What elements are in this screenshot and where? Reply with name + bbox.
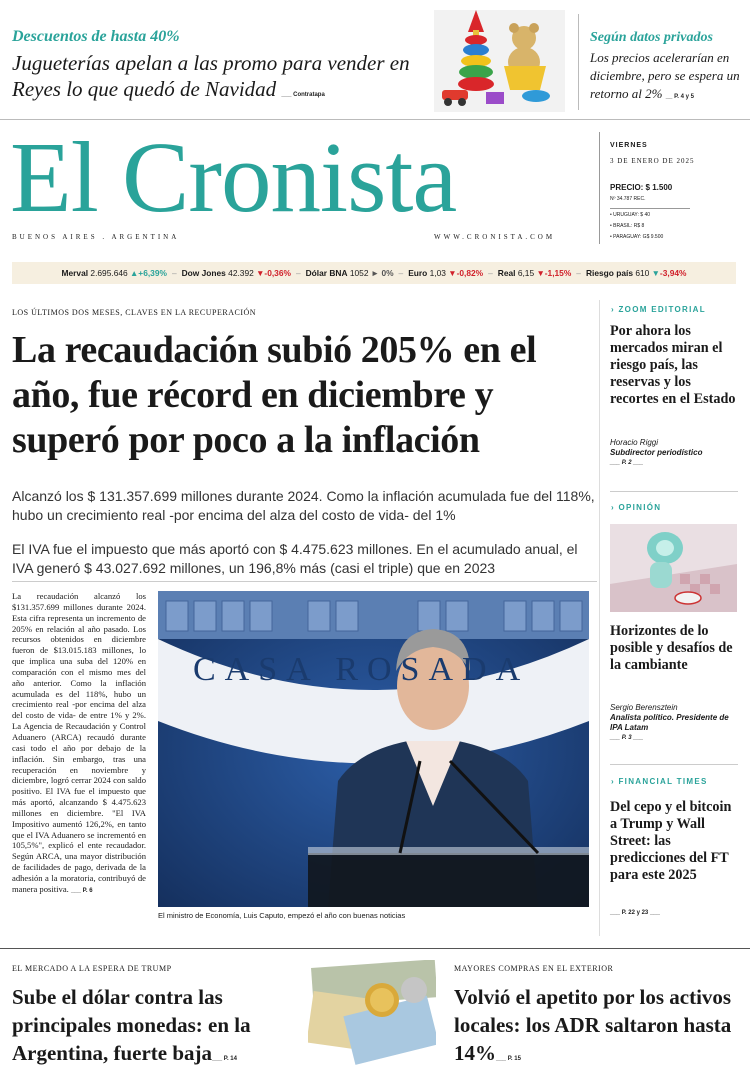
dollar-story-headline-text: Sube el dólar contra las principales monedas: en la Argentina, fuerte baja (12, 985, 251, 1065)
arrow-down-icon: ▼ (536, 268, 545, 278)
market-ticker (12, 262, 736, 284)
toys-teaser-headline[interactable]: Jugueterías apelan a las promo para vender en Reyes lo que quedó de Navidad ___ Contratapa (12, 51, 410, 101)
ticker-name: Euro (408, 268, 428, 278)
price-uruguay: • URUGUAY: $ 40 (610, 212, 651, 218)
arrow-down-icon: ▼ (256, 268, 265, 278)
financial-times-headline[interactable]: Del cepo y el bitcoin a Trump y Wall Street: las predicciones del FT para este 2025 (610, 799, 732, 883)
ticker-change: -0,36% (264, 268, 291, 278)
opinion-byline: Sergio Berensztein Analista político. Presidente de IPA Latam ___ P. 3 ___ (610, 703, 742, 743)
zoom-editorial-role: Subdirector periodístico (610, 448, 703, 457)
toys-photo (434, 10, 565, 112)
zoom-editorial-label: › ZOOM EDITORIAL (611, 305, 706, 314)
ticker-riesgo-pais (586, 268, 687, 278)
prices-teaser-text-body: Los precios acelerarían en diciembre, pero se espera un retorno al 2% (590, 50, 740, 101)
main-story-deck-2: El IVA fue el impuesto que más aportó con $ 4.475.623 millones. En el acumulado anual, el IVA generó $ 43.027.692 millones, un 196,8% más (casi el triple) que en 2023 (12, 541, 578, 576)
caputo-photo (158, 591, 589, 907)
zoom-editorial-headline[interactable]: Por ahora los mercados miran el riesgo país, las reservas y los recortes en el Estado (610, 323, 736, 407)
ticker-separator: – (295, 268, 301, 278)
dollar-story-page-ref: P. 14 (223, 1056, 237, 1062)
ticker-separator: – (171, 268, 177, 278)
ticker-value: 1,03 (429, 268, 446, 278)
toys-teaser-page-ref: Contratapa (293, 92, 325, 98)
ticker-dolar-bna (306, 268, 394, 278)
prices-teaser-kicker: Según datos privados (590, 30, 713, 45)
toys-teaser-headline-text: Jugueterías apelan a las promo para vender en Reyes lo que quedó de Navidad (12, 51, 410, 101)
price-rule (610, 208, 690, 209)
ticker-euro (408, 268, 483, 278)
photo-sign-text: CASA ROSADA (193, 651, 530, 688)
masthead-logo[interactable]: El Cronista (10, 121, 457, 233)
ticker-separator: – (488, 268, 493, 278)
financial-times-label: › FINANCIAL TIMES (611, 777, 708, 786)
financial-times-page-ref-text: P. 22 y 23 (621, 910, 649, 916)
ticker-name: Merval (61, 268, 89, 278)
edition-date: 3 DE ENERO DE 2025 (610, 157, 695, 165)
ticker-change: +6,39% (138, 268, 167, 278)
opinion-page-ref: P. 3 (621, 735, 632, 741)
toys-teaser-kicker: Descuentos de hasta 40% (12, 28, 180, 45)
financial-times-label-text: FINANCIAL TIMES (618, 777, 708, 786)
zoom-editorial-byline: Horacio Riggi Subdirector periodístico ___ P. 2 ___ (610, 438, 740, 468)
main-story-kicker: LOS ÚLTIMOS DOS MESES, CLAVES EN LA RECUPERACIÓN (12, 308, 257, 317)
arrow-down-icon: ▼ (651, 268, 660, 278)
opinion-photo (610, 524, 737, 612)
edition-price: PRECIO: $ 1.500 (610, 183, 673, 192)
opinion-author: Sergio Berensztein (610, 703, 678, 712)
bottom-rule (0, 948, 750, 949)
ticker-value: 2.695.646 (90, 268, 128, 278)
adr-story-headline[interactable]: Volvió el apetito por los activos locales: los ADR saltaron hasta 14%___ P. 15 (454, 985, 732, 1065)
edition-day: VIERNES (610, 142, 648, 149)
price-brasil: • BRASIL: R$ 8 (610, 223, 645, 229)
main-story-deck-1: Alcanzó los $ 131.357.699 millones durante 2024. Como la inflación acumulada fue del 118%, hubo un crecimiento real -por encima del alza del costo de vida- del 1% (12, 488, 595, 523)
teaser-divider (578, 14, 579, 110)
ticker-value: 6,15 (517, 268, 535, 278)
ticker-separator: – (398, 268, 404, 278)
opinion-label: › OPINIÓN (611, 503, 662, 512)
main-story-body-text: La recaudación alcanzó los $131.357.699 millones durante 2024. Esta cifra representa un incremento de 205% en relación al año pasado. Los recursos obtenidos en diciembre fueron de $13.015.183 millones, lo que implica una suba del 120% en comparación con el mismo mes del año anterior. Como la inflación acumulada es del 118%, hubo un crecimiento real -por encima del alza del costo de vida- de entre 1% y 2%. La Agencia de Recaudación y Control Aduanero (ARCA) recaudó durante casi todo el año por debajo de la inflación. Sin embargo, tras una recuperación en noviembre y diciembre, logró cerrar 2024 con saldo positivo. El IVA fue el impuesto que más aportó, alcanzando $ 4.475.623 millones en diciembre. "El IVA Impositivo aumentó 126,2%, en tanto que el IVA Aduanero se incrementó en 105,5%", explicó el ente recaudador. Según ARCA, una mayor distribución de facilidades de pago, derivada de la adhesión a la moratoria, contribuyó de manera positiva. (12, 591, 146, 894)
opinion-label-text: OPINIÓN (618, 503, 662, 512)
ticker-name: Real (497, 268, 516, 278)
dollar-story-headline[interactable]: Sube el dólar contra las principales monedas: en la Argentina, fuerte baja___ P. 14 (12, 985, 251, 1065)
main-story-body: La recaudación alcanzó los $131.357.699 millones durante 2024. Esta cifra representa un incremento de 205% en relación al año pasado. Los recursos obtenidos en diciembre fueron de $13.015.183 millones, lo que implica una suba del 120% en comparación con el mismo mes del año anterior. Como la inflación acumulada es del 118%, hubo un crecimiento real -por encima del alza del costo de vida- de entre 1% y 2%. La Agencia de Recaudación y Control Aduanero (ARCA) recaudó durante casi todo el año por debajo de la inflación. Sin embargo, tras una recuperación en noviembre y diciembre, logró cerrar 2024 con saldo positivo. El IVA fue el impuesto que más aportó, alcanzando $ 4.475.623 millones en diciembre. "El IVA Impositivo aumentó 126,2%, en tanto que el IVA Aduanero se incrementó en 105,5%", explicó el ente recaudador. Según ARCA, una mayor distribución de facilidades de pago, derivada de la adhesión a la moratoria, contribuyó de manera positiva. ___ P. 6 (12, 591, 146, 894)
zoom-editorial-author: Horacio Riggi (610, 438, 659, 447)
masthead-city: BUENOS AIRES . ARGENTINA (12, 233, 180, 241)
prices-teaser-text[interactable]: Los precios acelerarían en diciembre, pero se espera un retorno al 2% __ P. 4 y 5 (590, 50, 740, 101)
ticker-name: Dow Jones (181, 268, 226, 278)
ticker-name: Dólar BNA (305, 268, 348, 278)
sidebar-divider (599, 300, 600, 936)
ticker-real (498, 268, 572, 278)
arrow-up-icon: ▲ (130, 268, 139, 278)
main-story-page-ref: P. 6 (82, 887, 93, 894)
masthead-divider (599, 132, 600, 244)
masthead-website[interactable]: WWW.CRONISTA.COM (434, 233, 556, 241)
ticker-value: 1052 (349, 268, 369, 278)
currency-photo (308, 960, 436, 1066)
ticker-value: 610 (635, 268, 650, 278)
ticker-change: -1,15% (544, 268, 572, 278)
arrow-flat-icon: ► (370, 268, 380, 278)
prices-teaser-page-ref: P. 4 y 5 (674, 94, 694, 100)
zoom-editorial-page-ref: P. 2 (621, 460, 632, 466)
price-paraguay: • PARAGUAY: G$ 9.500 (610, 234, 664, 240)
dollar-story-kicker: EL MERCADO A LA ESPERA DE TRUMP (12, 964, 172, 973)
deck-rule (12, 581, 597, 582)
sidebar-rule-2 (610, 764, 738, 765)
ticker-value: 42.392 (228, 268, 254, 278)
main-story-headline[interactable]: La recaudación subió 205% en el año, fue récord en diciembre y superó por poco a la inflación (12, 329, 537, 461)
zoom-editorial-label-text: ZOOM EDITORIAL (618, 305, 706, 314)
ticker-change: -3,94% (659, 268, 687, 278)
top-rule (0, 119, 750, 120)
financial-times-page-ref: ___ P. 22 y 23 ___ (610, 910, 660, 916)
ticker-name: Riesgo país (585, 268, 633, 278)
opinion-role: Analista político. Presidente de IPA Latam (610, 713, 729, 732)
edition-issue-number: Nº 34.787 REC. (610, 196, 646, 202)
ticker-change: -0,82% (456, 268, 484, 278)
adr-story-page-ref: P. 15 (507, 1056, 521, 1062)
ticker-change: 0% (381, 268, 394, 278)
ticker-dow-jones (182, 268, 291, 278)
photo-caption: El ministro de Economía, Luis Caputo, empezó el año con buenas noticias (158, 911, 406, 920)
ticker-separator: – (576, 268, 581, 278)
arrow-down-icon: ▼ (448, 268, 457, 278)
adr-story-headline-text: Volvió el apetito por los activos locales: los ADR saltaron hasta 14% (454, 985, 732, 1065)
ticker-merval (62, 268, 167, 278)
adr-story-kicker: MAYORES COMPRAS EN EL EXTERIOR (454, 964, 614, 973)
sidebar-rule-1 (610, 491, 738, 492)
opinion-headline[interactable]: Horizontes de lo posible y desafíos de la cambiante (610, 623, 733, 673)
